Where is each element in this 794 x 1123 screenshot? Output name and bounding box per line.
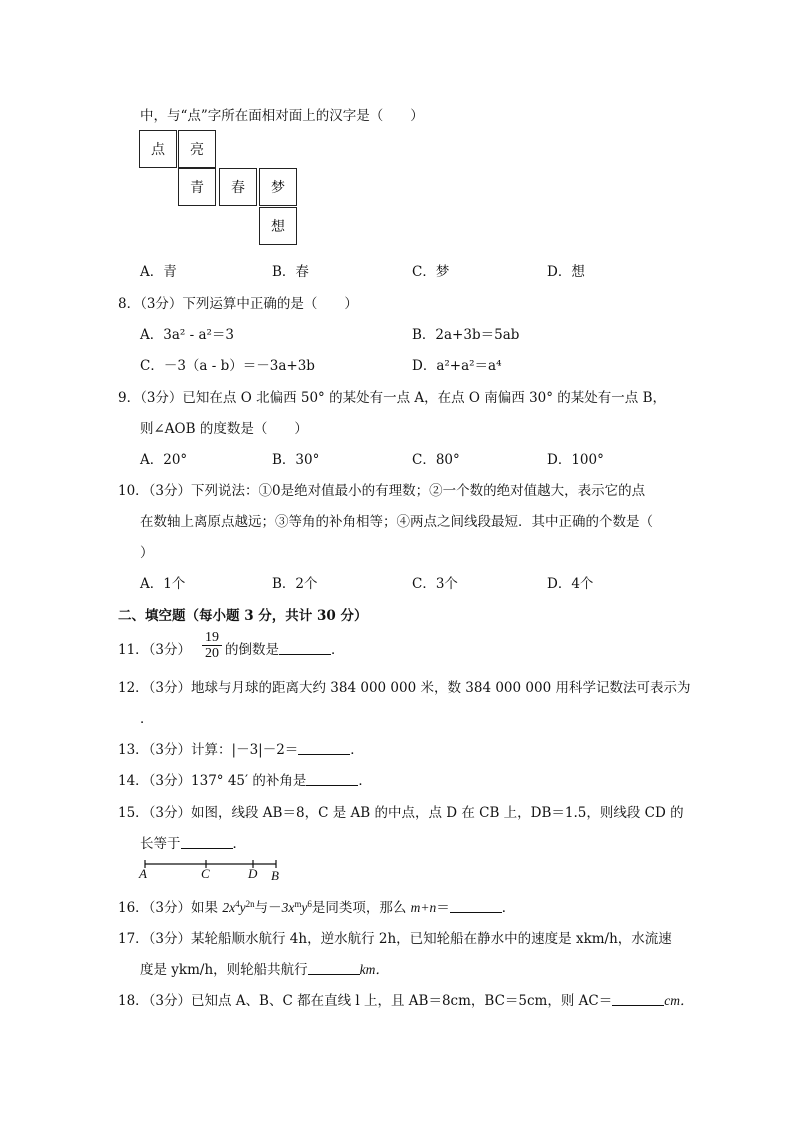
q17-line2-text: 度是 ykm/h，则轮船共航行: [140, 962, 308, 978]
q10-option-a: A．1个: [140, 576, 186, 592]
q10-line3: ）: [140, 545, 154, 561]
q14-text: 14．（3分）137° 45′ 的补角是: [118, 773, 307, 789]
q11-suffix: [225, 638, 345, 658]
q13-text: 13．（3分）计算：|－3|－2＝: [118, 742, 299, 758]
q16-expr: m+n: [410, 900, 437, 915]
q9-option-b: B．30°: [272, 452, 320, 468]
q18-unit: cm．: [664, 993, 694, 1008]
q11-end: ．: [331, 642, 345, 658]
section-heading-fill-in: 二、填空题（每小题 3 分，共计 30 分）: [118, 608, 368, 624]
net-cell-3: 青: [178, 168, 216, 206]
q16-mid: 与－: [254, 900, 282, 916]
q7-stem-tail: 中，与“点”字所在面相对面上的汉字是（ ）: [140, 108, 424, 124]
q16: [118, 896, 515, 916]
segment-figure: [138, 858, 288, 884]
q13-answer-blank[interactable]: [298, 741, 350, 755]
q9-option-a: A．20°: [140, 452, 188, 468]
q16-term1: [222, 900, 254, 915]
q16-term1-exp-y: 2n: [245, 899, 255, 909]
q16-term2-exp-x: m: [294, 899, 302, 909]
q11-denominator: 20: [205, 646, 219, 661]
q16-end: ．: [501, 900, 516, 916]
q14-end: ．: [358, 773, 372, 789]
q16-term2: [282, 900, 312, 915]
q7-option-d: D．想: [547, 264, 585, 280]
q10-line1: 10．（3分）下列说法：①0是绝对值最小的有理数；②一个数的绝对值越大，表示它的点: [118, 483, 646, 499]
q16-answer-blank[interactable]: [450, 899, 502, 913]
q15-line1: 15．（3分）如图，线段 AB＝8，C 是 AB 的中点，点 D 在 CB 上，DB＝1.5，则线段 CD 的: [118, 805, 684, 821]
q18-text: 18．（3分）已知点 A、B、C 都在直线 l 上，且 AB＝8cm，BC＝5cm，则 AC＝: [118, 993, 613, 1009]
q18: [118, 989, 693, 1009]
q8-option-c: C．－3（a - b）＝－3a+3b: [140, 358, 315, 374]
point-label-c: C: [201, 866, 210, 881]
q10-option-b: B．2个: [272, 576, 318, 592]
q15-line2: [140, 832, 246, 852]
q14-answer-blank[interactable]: [306, 772, 358, 786]
q12-line1: 12．（3分）地球与月球的距离大约 384 000 000 米，数 384 000 000 用科学记数法可表示为: [118, 680, 691, 696]
q11-fraction: [201, 630, 223, 661]
q7-option-b: B．春: [272, 264, 309, 280]
q17-line1: 17．（3分）某轮船顺水航行 4h，逆水航行 2h，已知轮船在静水中的速度是 xkm/h，水流速: [118, 931, 672, 947]
q15-line2-text: 长等于: [140, 836, 181, 852]
q13: [118, 738, 364, 758]
q16-term1-base: 2x: [222, 900, 236, 915]
q9-option-d: D．100°: [547, 452, 604, 468]
q8-option-b: B．2a+3b＝5ab: [412, 327, 520, 343]
q12-line2: ．: [140, 711, 154, 727]
q8-stem: 8．（3分）下列运算中正确的是（ ）: [118, 296, 358, 312]
q11-answer-blank[interactable]: [279, 641, 331, 655]
q16-term2-base: 3x: [281, 900, 295, 915]
q18-answer-blank[interactable]: [612, 992, 664, 1006]
q14: [118, 769, 372, 789]
q17-answer-blank[interactable]: [308, 961, 360, 975]
q16-prefix: 16．（3分）如果: [118, 900, 219, 916]
q16-term1-y: y: [239, 900, 246, 915]
net-cell-4: 春: [219, 168, 257, 206]
q10-option-c: C．3个: [412, 576, 458, 592]
q9-line2: 则∠AOB 的度数是（ ）: [140, 421, 308, 437]
q11-numerator: 19: [205, 630, 219, 645]
q7-option-c: C．梦: [412, 264, 450, 280]
net-cell-1: 点: [139, 130, 177, 168]
q11-prefix: 11．（3分）: [118, 642, 192, 658]
q8-option-d: D．a²+a²＝a⁴: [412, 358, 502, 374]
q16-eq: ＝: [436, 900, 450, 916]
q16-term1-exp-x: 4: [235, 899, 240, 909]
point-label-b: B: [271, 868, 279, 883]
net-cell-2: 亮: [178, 130, 216, 168]
q15-end: ．: [232, 836, 246, 852]
point-label-a: A: [139, 866, 147, 881]
q7-option-a: A．青: [140, 264, 177, 280]
q10-option-d: D．4个: [547, 576, 594, 592]
q17-line2: [140, 958, 389, 978]
net-cell-6: 想: [259, 207, 297, 245]
q13-end: ．: [350, 742, 364, 758]
q9-option-c: C．80°: [412, 452, 460, 468]
q16-suffix: 是同类项，那么: [311, 900, 407, 916]
q15-answer-blank[interactable]: [181, 835, 233, 849]
q9-line1: 9．（3分）已知在点 O 北偏西 50° 的某处有一点 A，在点 O 南偏西 30° 的某处有一点 B，: [118, 390, 667, 406]
q17-unit: km．: [359, 962, 389, 977]
q11-suffix-text: 的倒数是: [225, 642, 279, 658]
q10-line2: 在数轴上离原点越远；③等角的补角相等；④两点之间线段最短．其中正确的个数是（: [140, 514, 653, 530]
q16-term2-exp-y: 6: [307, 899, 312, 909]
net-cell-5: 梦: [259, 168, 297, 206]
q8-option-a: A．3a² - a²＝3: [140, 327, 234, 343]
point-label-d: D: [248, 866, 258, 881]
q16-term2-y: y: [301, 900, 308, 915]
